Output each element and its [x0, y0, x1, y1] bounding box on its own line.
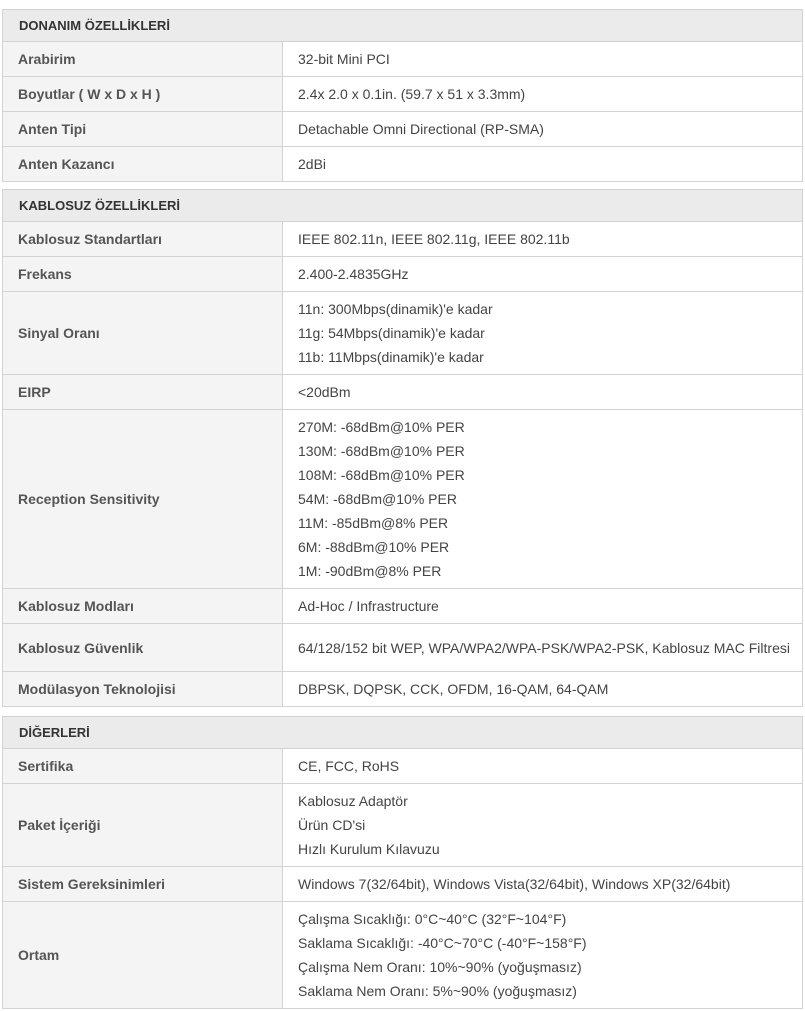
spec-value-line: 2.400-2.4835GHz [298, 266, 409, 282]
spec-label: Arabirim [3, 42, 283, 77]
spec-label: Kablosuz Güvenlik [3, 624, 283, 672]
spec-row [3, 222, 803, 257]
spec-value [283, 42, 803, 77]
spec-value [283, 784, 803, 867]
spec-value-line: 1M: -90dBm@8% PER [298, 563, 442, 579]
spec-row [3, 292, 803, 375]
spec-value-line: 270M: -68dBm@10% PER [298, 419, 465, 435]
spec-row [3, 112, 803, 147]
spec-label: Kablosuz Modları [3, 589, 283, 624]
spec-value-line: Saklama Sıcaklığı: -40°C~70°C (-40°F~158°F) [298, 935, 587, 951]
spec-value [283, 410, 803, 589]
spec-value-line: Ürün CD'si [298, 817, 366, 833]
spec-row [3, 867, 803, 902]
spec-value-line: IEEE 802.11n, IEEE 802.11g, IEEE 802.11b [298, 231, 570, 247]
spec-value-line: DBPSK, DQPSK, CCK, OFDM, 16-QAM, 64-QAM [298, 681, 609, 697]
spec-label: Boyutlar ( W x D x H ) [3, 77, 283, 112]
spec-row [3, 902, 803, 1009]
spec-label: Reception Sensitivity [3, 410, 283, 589]
spec-value-line: 108M: -68dBm@10% PER [298, 467, 465, 483]
wireless-specs-table [2, 189, 803, 707]
spec-value-line: <20dBm [298, 384, 351, 400]
spec-label: Paket İçeriği [3, 784, 283, 867]
spec-value-line: 2dBi [298, 156, 327, 172]
spec-value-line: 11b: 11Mbps(dinamik)'e kadar [298, 349, 484, 365]
spec-value [283, 902, 803, 1009]
spec-value-line: Detachable Omni Directional (RP-SMA) [298, 121, 544, 137]
spec-value-line: CE, FCC, RoHS [298, 758, 400, 774]
spec-row [3, 257, 803, 292]
spec-row [3, 42, 803, 77]
section-title: KABLOSUZ ÖZELLİKLERİ [3, 190, 803, 222]
spec-value-line: Windows 7(32/64bit), Windows Vista(32/64bit), Windows XP(32/64bit) [298, 876, 731, 892]
spec-label: Modülasyon Teknolojisi [3, 672, 283, 707]
spec-row [3, 77, 803, 112]
spec-label: Kablosuz Standartları [3, 222, 283, 257]
spec-label: Frekans [3, 257, 283, 292]
spec-row [3, 147, 803, 182]
spec-value [283, 624, 803, 672]
spec-row [3, 749, 803, 784]
spec-value [283, 749, 803, 784]
spec-label: EIRP [3, 375, 283, 410]
spec-row [3, 589, 803, 624]
spec-label: Sertifika [3, 749, 283, 784]
other-specs-table [2, 716, 803, 1009]
spec-value [283, 147, 803, 182]
spec-value-line: 64/128/152 bit WEP, WPA/WPA2/WPA-PSK/WPA2-PSK, Kablosuz MAC Filtresi [298, 639, 790, 656]
spec-value-line: 130M: -68dBm@10% PER [298, 443, 465, 459]
spec-value-line: 54M: -68dBm@10% PER [298, 491, 457, 507]
spec-value [283, 867, 803, 902]
spec-value [283, 77, 803, 112]
spec-value-line: 6M: -88dBm@10% PER [298, 539, 450, 555]
spec-value [283, 589, 803, 624]
section-title: DİĞERLERİ [3, 717, 803, 749]
spec-value-line: Çalışma Sıcaklığı: 0°C~40°C (32°F~104°F) [298, 911, 567, 927]
spec-value-line: Saklama Nem Oranı: 5%~90% (yoğuşmasız) [298, 983, 577, 999]
spec-label: Sinyal Oranı [3, 292, 283, 375]
spec-value-line: 11n: 300Mbps(dinamik)'e kadar [298, 301, 493, 317]
spec-row [3, 410, 803, 589]
spec-value-line: Ad-Hoc / Infrastructure [298, 598, 439, 614]
spec-value-line: 32-bit Mini PCI [298, 51, 390, 67]
spec-value [283, 292, 803, 375]
spec-value-line: Kablosuz Adaptör [298, 793, 408, 809]
spec-value [283, 222, 803, 257]
spec-value-line: 11g: 54Mbps(dinamik)'e kadar [298, 325, 485, 341]
spec-row [3, 624, 803, 672]
spec-label: Anten Kazancı [3, 147, 283, 182]
spec-label: Sistem Gereksinimleri [3, 867, 283, 902]
spec-label: Ortam [3, 902, 283, 1009]
spec-value-line: Hızlı Kurulum Kılavuzu [298, 841, 440, 857]
spec-row [3, 375, 803, 410]
spec-value [283, 375, 803, 410]
spec-row [3, 672, 803, 707]
spec-value-line: Çalışma Nem Oranı: 10%~90% (yoğuşmasız) [298, 959, 582, 975]
spec-row [3, 784, 803, 867]
spec-value-line: 2.4x 2.0 x 0.1in. (59.7 x 51 x 3.3mm) [298, 86, 526, 102]
spec-label: Anten Tipi [3, 112, 283, 147]
spec-value [283, 112, 803, 147]
spec-value-line: 11M: -85dBm@8% PER [298, 515, 449, 531]
spec-value [283, 672, 803, 707]
section-title: DONANIM ÖZELLİKLERİ [3, 10, 803, 42]
hardware-specs-table [2, 9, 803, 182]
spec-value [283, 257, 803, 292]
